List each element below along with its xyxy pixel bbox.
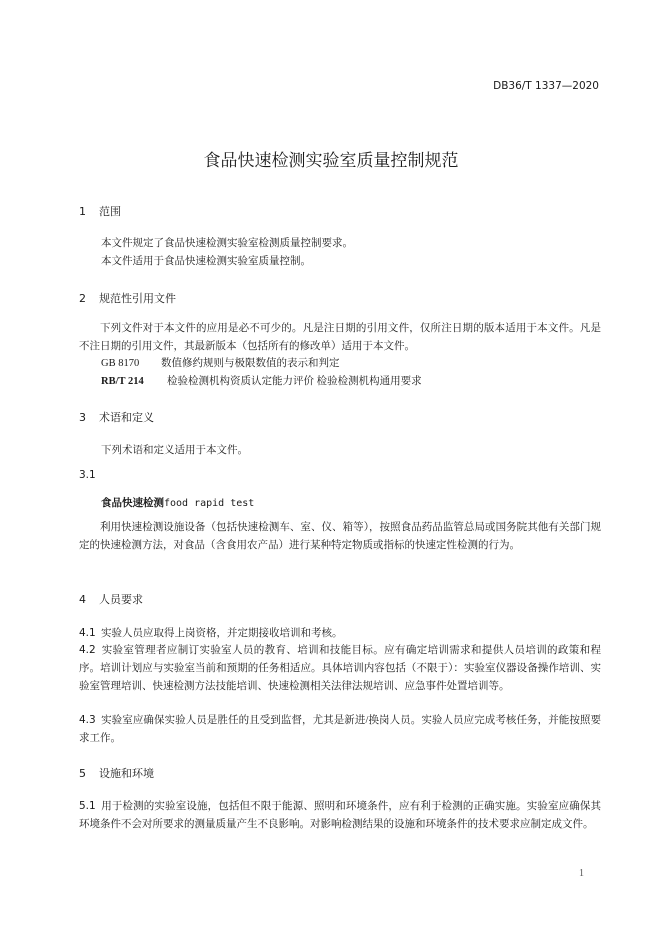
reference-code: RB/T 214 [101,376,144,387]
reference-item [101,374,422,389]
section-title: 术语和定义 [99,411,154,424]
term-definition: 利用快速检测设施设备（包括快速检测车、室、仪、箱等），按照食品药品监管总局或国务院其他有关部门规定的快速检测方法，对食品（含食用农产品）进行某种特定物质或指标的快速定性检测的行为。 [79,522,601,551]
section-number: 5 [79,767,86,780]
section-number: 3 [79,411,86,424]
section-title: 设施和环境 [99,767,154,780]
clause-5-1 [79,797,601,834]
clause-number: 4.3 [79,714,96,726]
section-4-heading [79,591,143,607]
document-title: 食品快速检测实验室质量控制规范 [203,151,459,171]
subsection-number: 3.1 [79,469,96,481]
paragraph: 本文件适用于食品快速检测实验室质量控制。 [101,256,311,267]
term-english: food rapid test [164,498,255,509]
section-3-heading [79,409,154,425]
reference-item [101,356,340,371]
section-5-heading [79,765,154,781]
paragraph: 下列术语和定义适用于本文件。 [101,445,248,456]
section-title: 规范性引用文件 [99,292,176,305]
clause-text: 实验室应确保实验人员是胜任的且受到监督，尤其是新进/换岗人员。实验人员应完成考核任务，并能按照要求工作。 [79,715,602,744]
section-number: 2 [79,292,86,305]
section-number: 1 [79,205,86,218]
section-1-heading [79,203,121,219]
clause-number: 5.1 [79,800,96,812]
clause-4-2 [79,641,601,696]
clause-text: 实验人员应取得上岗资格，并定期接收培训和考核。 [100,628,343,639]
clause-text: 实验室管理者应制订实验室人员的教育、培训和技能目标。应有确定培训需求和提供人员培训的政策和程序。培训计划应与实验室当前和预期的任务相适应。具体培训内容包括（不限于）：实验室仪器设备操作培训、实验室管理培训、快速检测方法技能培训、快速检测相关法律法规培训、应急事件处置培训等。 [79,645,602,692]
clause-number: 4.1 [79,627,96,639]
standard-code: DB36/T 1337—2020 [493,80,599,92]
paragraph: 下列文件对于本文件的应用是必不可少的。凡是注日期的引用文件，仅所注日期的版本适用于本文件。凡是不注日期的引用文件，其最新版本（包括所有的修改单）适用于本文件。 [79,323,601,352]
term-chinese: 食品快速检测 [101,497,164,509]
term-entry [101,495,254,510]
section-2-heading [79,290,176,306]
page-number: 1 [579,868,584,879]
paragraph: 本文件规定了食品快速检测实验室检测质量控制要求。 [101,238,353,249]
clause-number: 4.2 [79,644,96,656]
clause-text: 用于检测的实验室设施，包括但不限于能源、照明和环境条件，应有利于检测的正确实施。实验室应确保其环境条件不会对所要求的测量质量产生不良影响。对影响检测结果的设施和环境条件的技术要求应制定成文件。 [79,801,602,830]
section-title: 人员要求 [99,593,143,606]
reference-title: 数值修约规则与极限数值的表示和判定 [161,358,340,369]
reference-title: 检验检测机构资质认定能力评价 检验检测机构通用要求 [167,376,422,387]
reference-code: GB 8170 [101,358,140,369]
section-number: 4 [79,593,86,606]
section-title: 范围 [99,205,121,218]
clause-4-3 [79,711,601,748]
